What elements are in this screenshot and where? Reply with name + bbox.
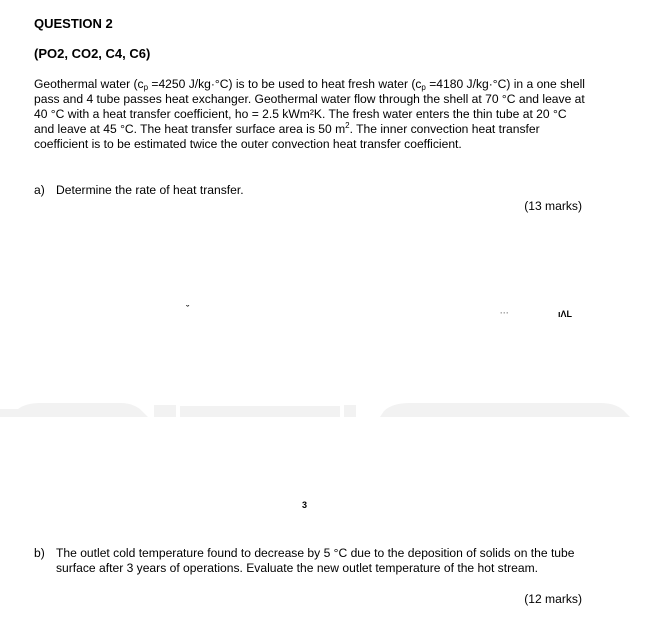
intro-text-1: Geothermal water (c bbox=[34, 77, 144, 91]
part-b bbox=[34, 546, 594, 592]
part-a-text: Determine the rate of heat transfer. bbox=[56, 183, 244, 197]
intro-text-4: . The inner convection heat transfer coefficient is to be estimated twice the outer convection heat transfer coefficient. bbox=[34, 122, 540, 151]
part-a bbox=[34, 183, 594, 199]
question-title: QUESTION 2 bbox=[34, 16, 113, 31]
cp-subscript-2: p bbox=[421, 83, 426, 92]
part-b-marks: (12 marks) bbox=[524, 592, 582, 606]
learning-outcomes: (PO2, CO2, C4, C6) bbox=[34, 46, 151, 61]
part-a-marks: (13 marks) bbox=[524, 199, 582, 213]
scan-mark: ··· bbox=[500, 308, 509, 318]
part-b-label: b) bbox=[34, 546, 45, 560]
band-shape bbox=[154, 405, 176, 417]
band-shape bbox=[180, 406, 340, 417]
part-b-text: The outlet cold temperature found to decrease by 5 °C due to the deposition of solids on the tube surface after 3 years of operations. Evaluate the new outlet temperature of the hot stream. bbox=[56, 546, 575, 575]
scan-band bbox=[0, 403, 655, 417]
part-a-label: a) bbox=[34, 183, 45, 197]
area-superscript: 2 bbox=[345, 121, 350, 130]
cp-subscript-1: p bbox=[143, 83, 149, 92]
band-shape bbox=[380, 403, 630, 417]
question-intro bbox=[34, 77, 589, 152]
band-shape bbox=[0, 403, 148, 417]
intro-text-3: =4180 J/kg·°C) in a one shell pass and 4 tube passes heat exchanger. Geothermal water flow through the shell at 70 °C and leave at 40 °C with a heat transfer coefficient, ho = 2.5 kWm²K. The fresh water enters the thin tube at 20 °C and leave at 45 °C. The heat transfer surface area is 50 m bbox=[34, 77, 585, 136]
scan-mark: 3 bbox=[302, 500, 308, 510]
band-shape bbox=[344, 405, 356, 417]
scan-mark: ıΛL bbox=[558, 309, 573, 319]
intro-text-2: =4250 J/kg·°C) is to be used to heat fresh water (c bbox=[148, 77, 422, 91]
scan-mark: ˇ bbox=[186, 304, 189, 314]
